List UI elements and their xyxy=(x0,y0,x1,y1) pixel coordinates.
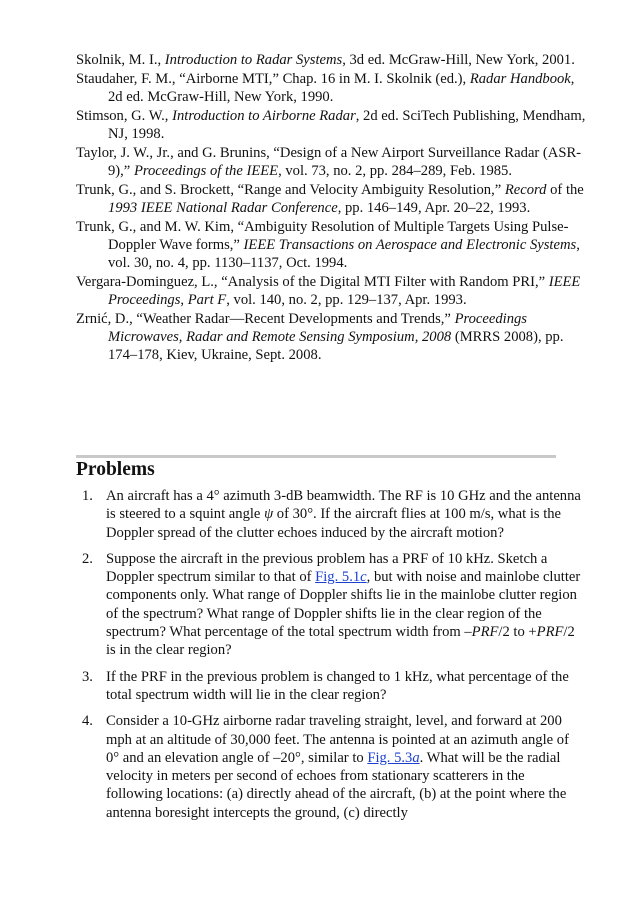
reference-item xyxy=(76,107,586,144)
problem-number: 1. xyxy=(82,488,93,504)
ref-title: Proceedings Microwaves, Radar and Remote Sensing Symposium, 2008 xyxy=(108,310,527,346)
ref-text: , 2d ed. McGraw-Hill, New York, 1990. xyxy=(108,70,575,105)
figure-link[interactable]: Fig. 5.1c xyxy=(315,569,367,586)
problem-text: An aircraft has a 4° azimuth 3-dB beamwidth. The RF is 10 GHz and the antenna is steered to a squint angle ψ of 30°. If the aircraft flies at 100 m/s, what is the Doppler spread of the clutter echoes induced by the aircraft motion? xyxy=(106,488,581,541)
ref-title: Record xyxy=(504,181,547,198)
ref-title: Introduction to Airborne Radar xyxy=(172,107,356,124)
problem-number: 4. xyxy=(82,713,93,730)
problem-text: If the PRF in the previous problem is changed to 1 kHz, what percentage of the total spectrum width will lie in the clear region? xyxy=(106,668,569,703)
reference-item xyxy=(76,181,586,218)
ref-text: Vergara-Dominguez, L., “Analysis of the Digital MTI Filter with Random PRI,” xyxy=(76,273,549,290)
psi-symbol: ψ xyxy=(264,506,274,523)
ref-text: of the xyxy=(546,181,584,198)
ref-text: Taylor, J. W., Jr., and G. Brunins, “Design of a New Airport Surveillance Radar (ASR-9),” xyxy=(76,144,582,179)
figure-link[interactable]: Fig. 5.3a xyxy=(367,749,420,766)
problem-list xyxy=(82,487,582,830)
ref-text: Trunk, G., and S. Brockett, “Range and Velocity Ambiguity Resolution,” xyxy=(76,181,505,198)
reference-item xyxy=(76,144,586,181)
ref-title: Radar Handbook xyxy=(469,70,571,87)
ref-text: , vol. 73, no. 2, pp. 284–289, Feb. 1985. xyxy=(278,162,512,179)
reference-item xyxy=(76,70,586,107)
ref-title: 1993 IEEE National Radar Conference xyxy=(108,199,338,216)
ref-title: Proceedings of the IEEE xyxy=(133,162,279,179)
ref-title: IEEE Proceedings xyxy=(108,273,581,309)
reference-item xyxy=(76,273,586,310)
problem-item xyxy=(82,550,582,660)
problem-item xyxy=(82,487,582,542)
problem-item xyxy=(82,712,582,822)
reference-item xyxy=(76,218,586,273)
ref-text: , xyxy=(180,292,188,309)
ref-title: Introduction to Radar Systems xyxy=(164,52,343,68)
ref-text: Staudaher, F. M., “Airborne MTI,” Chap. 16 in M. I. Skolnik (ed.), xyxy=(76,70,470,87)
ref-text: , 3d ed. McGraw-Hill, New York, 2001. xyxy=(342,52,575,68)
ref-title: IEEE Transactions on Aerospace and Electronic Systems xyxy=(243,236,577,253)
problem-text: Suppose the aircraft in the previous problem has a PRF of 10 kHz. Sketch a Doppler spectrum similar to that of Fig. 5.1c, but with noise and mainlobe clutter components only. What range of Doppler shifts lie in the mainlobe clutter region of the spectrum? What range of Doppler shifts lie in the clear region of the spectrum? What percentage of the total spectrum width from –PRF/2 to +PRF/2 is in the clear region? xyxy=(106,550,581,659)
problem-number: 3. xyxy=(82,668,93,685)
problems-heading: Problems xyxy=(76,459,155,480)
ref-title: Part F xyxy=(187,292,227,309)
ref-text: , vol. 140, no. 2, pp. 129–137, Apr. 1993. xyxy=(226,292,467,309)
reference-item xyxy=(76,51,586,69)
ref-text: (MRRS 2008), pp. 174–178, Kiev, Ukraine, Sept. 2008. xyxy=(108,329,564,364)
reference-list xyxy=(76,51,586,365)
ref-text: Stimson, G. W., xyxy=(76,107,173,124)
ref-text: , 2d ed. SciTech Publishing, Mendham, NJ, 1998. xyxy=(108,107,586,142)
ref-text: Zrnić, D., “Weather Radar—Recent Developments and Trends,” xyxy=(76,310,455,327)
problem-number: 2. xyxy=(82,550,93,567)
reference-item xyxy=(76,310,586,365)
problem-item xyxy=(82,668,582,705)
problem-text: Consider a 10-GHz airborne radar traveling straight, level, and forward at 200 mph at an altitude of 30,000 feet. The antenna is pointed at an azimuth angle of 0° and an elevation angle of –20°, similar to Fig. 5.3a. What will be the radial velocity in meters per second of echoes from stationary scatterers in the following locations: (a) directly ahead of the aircraft, (b) at the point where the antenna boresight intercepts the ground, (c) directly xyxy=(106,713,569,821)
ref-text: , vol. 30, no. 4, pp. 1130–1137, Oct. 1994. xyxy=(108,236,580,272)
ref-text: Skolnik, M. I., xyxy=(76,52,165,68)
ref-text: Trunk, G., and M. W. Kim, “Ambiguity Resolution of Multiple Targets Using Pulse-Doppler Wave forms,” xyxy=(76,218,569,253)
ref-text: , pp. 146–149, Apr. 20–22, 1993. xyxy=(337,199,531,216)
